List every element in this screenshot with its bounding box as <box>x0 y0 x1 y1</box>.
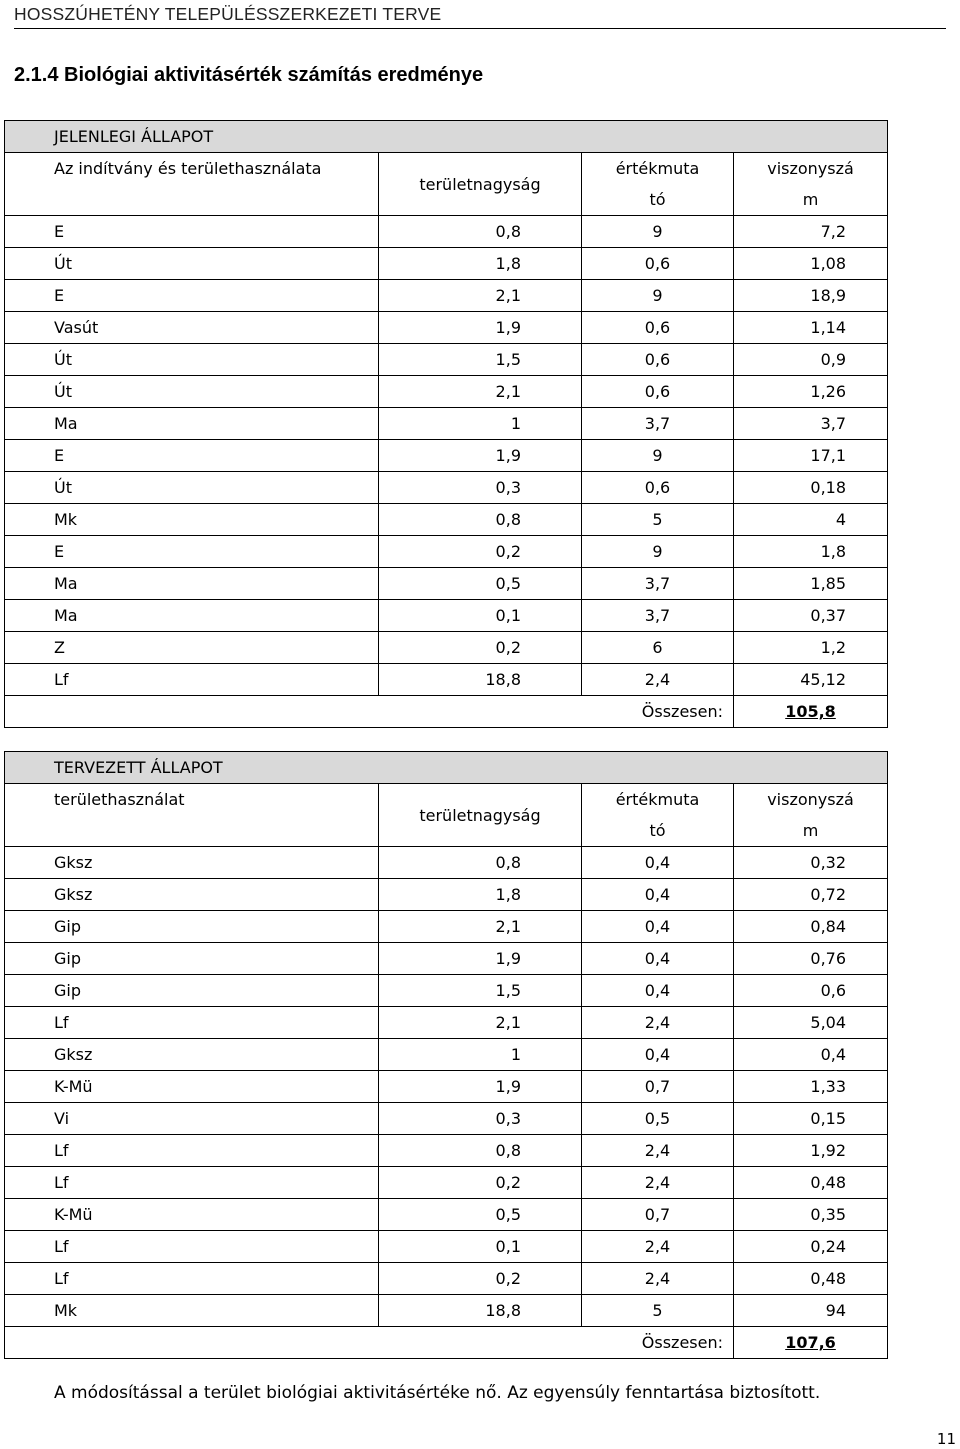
table-row <box>5 975 888 1007</box>
column-header-ratio-line2: m <box>802 821 819 840</box>
column-header-ratio-line1: viszonyszá <box>767 790 854 809</box>
column-header-row <box>5 153 888 216</box>
cell-ratio: 0,32 <box>734 847 888 879</box>
cell-value: 0,7 <box>582 1071 734 1103</box>
cell-landuse: Lf <box>5 1135 379 1167</box>
cell-area: 0,8 <box>379 504 582 536</box>
cell-landuse: Út <box>5 344 379 376</box>
cell-landuse: Mk <box>5 504 379 536</box>
cell-ratio: 0,15 <box>734 1103 888 1135</box>
cell-ratio: 0,72 <box>734 879 888 911</box>
cell-ratio: 0,35 <box>734 1199 888 1231</box>
table-title: JELENLEGI ÁLLAPOT <box>5 121 888 153</box>
table-row <box>5 911 888 943</box>
cell-landuse: Lf <box>5 1231 379 1263</box>
cell-area: 0,2 <box>379 1263 582 1295</box>
cell-landuse: Gksz <box>5 1039 379 1071</box>
table-row <box>5 344 888 376</box>
cell-ratio: 17,1 <box>734 440 888 472</box>
cell-ratio: 5,04 <box>734 1007 888 1039</box>
table-title-row <box>5 121 888 153</box>
cell-ratio: 1,2 <box>734 632 888 664</box>
cell-landuse: K-Mü <box>5 1071 379 1103</box>
cell-landuse: E <box>5 216 379 248</box>
cell-landuse: K-Mü <box>5 1199 379 1231</box>
column-header-value-line1: értékmuta <box>615 159 700 178</box>
cell-area: 1 <box>379 1039 582 1071</box>
cell-landuse: Lf <box>5 1263 379 1295</box>
cell-ratio: 94 <box>734 1295 888 1327</box>
cell-ratio: 0,24 <box>734 1231 888 1263</box>
cell-ratio: 1,8 <box>734 536 888 568</box>
cell-area: 0,5 <box>379 568 582 600</box>
column-header-value-line1: értékmuta <box>615 790 700 809</box>
cell-value: 9 <box>582 216 734 248</box>
conclusion-text: A módosítással a terület biológiai aktivitásértéke nő. Az egyensúly fenntartása biztosított. <box>54 1383 821 1403</box>
cell-ratio: 1,14 <box>734 312 888 344</box>
cell-ratio: 7,2 <box>734 216 888 248</box>
column-header-row <box>5 784 888 847</box>
cell-area: 0,1 <box>379 600 582 632</box>
cell-area: 2,1 <box>379 1007 582 1039</box>
cell-ratio: 0,76 <box>734 943 888 975</box>
table-row <box>5 408 888 440</box>
cell-landuse: Ma <box>5 568 379 600</box>
column-header-area: területnagyság <box>379 153 582 216</box>
cell-area: 1,9 <box>379 1071 582 1103</box>
current-state-table <box>4 120 888 728</box>
total-value-cell <box>734 1327 888 1359</box>
cell-landuse: E <box>5 280 379 312</box>
cell-area: 2,1 <box>379 911 582 943</box>
total-label: Összesen: <box>582 696 734 728</box>
cell-ratio: 1,85 <box>734 568 888 600</box>
cell-value: 2,4 <box>582 1263 734 1295</box>
cell-ratio: 4 <box>734 504 888 536</box>
column-header-ratio <box>734 153 888 216</box>
cell-value: 2,4 <box>582 664 734 696</box>
cell-value: 0,6 <box>582 312 734 344</box>
cell-value: 0,7 <box>582 1199 734 1231</box>
cell-ratio: 0,37 <box>734 600 888 632</box>
cell-area: 1,9 <box>379 943 582 975</box>
table-row <box>5 1039 888 1071</box>
cell-value: 0,4 <box>582 847 734 879</box>
document-header: HOSSZÚHETÉNY TELEPÜLÉSSZERKEZETI TERVE <box>14 4 442 24</box>
cell-area: 1,9 <box>379 440 582 472</box>
cell-value: 5 <box>582 1295 734 1327</box>
table-row <box>5 879 888 911</box>
cell-value: 0,4 <box>582 943 734 975</box>
table-row <box>5 472 888 504</box>
table-row <box>5 1199 888 1231</box>
cell-area: 2,1 <box>379 280 582 312</box>
cell-landuse: Ma <box>5 408 379 440</box>
cell-landuse: Ma <box>5 600 379 632</box>
cell-value: 0,6 <box>582 248 734 280</box>
cell-area: 0,8 <box>379 216 582 248</box>
cell-ratio: 1,08 <box>734 248 888 280</box>
table-row <box>5 1263 888 1295</box>
cell-value: 0,6 <box>582 472 734 504</box>
cell-landuse: Út <box>5 376 379 408</box>
cell-landuse: Út <box>5 472 379 504</box>
cell-value: 2,4 <box>582 1135 734 1167</box>
table-title-row <box>5 752 888 784</box>
cell-value: 9 <box>582 536 734 568</box>
total-value: 105,8 <box>785 702 836 721</box>
planned-state-table <box>4 751 888 1359</box>
header-divider <box>14 28 946 29</box>
table-row <box>5 1167 888 1199</box>
cell-ratio: 3,7 <box>734 408 888 440</box>
cell-ratio: 1,33 <box>734 1071 888 1103</box>
cell-landuse: Vi <box>5 1103 379 1135</box>
cell-ratio: 0,9 <box>734 344 888 376</box>
table-row <box>5 943 888 975</box>
total-row <box>5 1327 888 1359</box>
table-row <box>5 280 888 312</box>
cell-value: 2,4 <box>582 1007 734 1039</box>
cell-area: 0,2 <box>379 632 582 664</box>
cell-landuse: Út <box>5 248 379 280</box>
cell-area: 0,3 <box>379 472 582 504</box>
cell-area: 0,5 <box>379 1199 582 1231</box>
cell-area: 1,8 <box>379 879 582 911</box>
total-value: 107,6 <box>785 1333 836 1352</box>
cell-value: 0,5 <box>582 1103 734 1135</box>
cell-value: 2,4 <box>582 1167 734 1199</box>
table-row <box>5 632 888 664</box>
cell-value: 6 <box>582 632 734 664</box>
cell-ratio: 0,6 <box>734 975 888 1007</box>
total-blank-cell <box>5 696 582 728</box>
cell-area: 1,5 <box>379 975 582 1007</box>
table-row <box>5 440 888 472</box>
column-header-area: területnagyság <box>379 784 582 847</box>
table-row <box>5 312 888 344</box>
cell-area: 0,8 <box>379 847 582 879</box>
table-row <box>5 248 888 280</box>
cell-value: 0,4 <box>582 975 734 1007</box>
cell-landuse: Lf <box>5 664 379 696</box>
total-blank-cell <box>5 1327 582 1359</box>
cell-ratio: 0,18 <box>734 472 888 504</box>
column-header-value <box>582 153 734 216</box>
table-row <box>5 600 888 632</box>
table-row <box>5 1071 888 1103</box>
cell-area: 0,2 <box>379 536 582 568</box>
total-label: Összesen: <box>582 1327 734 1359</box>
cell-landuse: Lf <box>5 1167 379 1199</box>
cell-ratio: 1,26 <box>734 376 888 408</box>
cell-value: 0,4 <box>582 879 734 911</box>
cell-landuse: Gip <box>5 943 379 975</box>
cell-value: 0,6 <box>582 344 734 376</box>
cell-value: 3,7 <box>582 568 734 600</box>
table-row <box>5 1135 888 1167</box>
column-header-value-line2: tó <box>649 821 666 840</box>
cell-landuse: E <box>5 440 379 472</box>
cell-landuse: Mk <box>5 1295 379 1327</box>
cell-area: 2,1 <box>379 376 582 408</box>
cell-value: 3,7 <box>582 408 734 440</box>
table-row <box>5 1103 888 1135</box>
cell-landuse: E <box>5 536 379 568</box>
cell-value: 5 <box>582 504 734 536</box>
column-header-landuse: területhasználat <box>5 784 379 847</box>
cell-area: 0,1 <box>379 1231 582 1263</box>
cell-landuse: Gksz <box>5 879 379 911</box>
cell-landuse: Z <box>5 632 379 664</box>
table-row <box>5 1231 888 1263</box>
cell-value: 0,4 <box>582 911 734 943</box>
table-row <box>5 1007 888 1039</box>
table-row <box>5 847 888 879</box>
cell-ratio: 45,12 <box>734 664 888 696</box>
cell-ratio: 0,4 <box>734 1039 888 1071</box>
cell-landuse: Gip <box>5 975 379 1007</box>
column-header-value-line2: tó <box>649 190 666 209</box>
cell-landuse: Vasút <box>5 312 379 344</box>
cell-value: 0,6 <box>582 376 734 408</box>
total-value-cell <box>734 696 888 728</box>
page-number: 11 <box>936 1430 956 1448</box>
cell-area: 1 <box>379 408 582 440</box>
cell-ratio: 0,48 <box>734 1263 888 1295</box>
column-header-ratio-line1: viszonyszá <box>767 159 854 178</box>
cell-area: 1,5 <box>379 344 582 376</box>
cell-landuse: Gip <box>5 911 379 943</box>
table-row <box>5 1295 888 1327</box>
cell-ratio: 1,92 <box>734 1135 888 1167</box>
cell-ratio: 0,84 <box>734 911 888 943</box>
table-title: TERVEZETT ÁLLAPOT <box>5 752 888 784</box>
cell-landuse: Lf <box>5 1007 379 1039</box>
cell-area: 0,3 <box>379 1103 582 1135</box>
table-row <box>5 216 888 248</box>
table-row <box>5 664 888 696</box>
column-header-value <box>582 784 734 847</box>
section-title: 2.1.4 Biológiai aktivitásérték számítás eredménye <box>14 64 484 86</box>
cell-ratio: 18,9 <box>734 280 888 312</box>
cell-value: 0,4 <box>582 1039 734 1071</box>
column-header-ratio <box>734 784 888 847</box>
cell-value: 9 <box>582 280 734 312</box>
cell-value: 2,4 <box>582 1231 734 1263</box>
column-header-ratio-line2: m <box>802 190 819 209</box>
cell-area: 0,8 <box>379 1135 582 1167</box>
column-header-landuse: Az indítvány és területhasználata <box>5 153 379 216</box>
cell-area: 18,8 <box>379 664 582 696</box>
table-row <box>5 376 888 408</box>
table-row <box>5 536 888 568</box>
cell-area: 0,2 <box>379 1167 582 1199</box>
cell-landuse: Gksz <box>5 847 379 879</box>
total-row <box>5 696 888 728</box>
cell-area: 1,9 <box>379 312 582 344</box>
table-row <box>5 504 888 536</box>
cell-area: 18,8 <box>379 1295 582 1327</box>
cell-ratio: 0,48 <box>734 1167 888 1199</box>
cell-value: 9 <box>582 440 734 472</box>
table-row <box>5 568 888 600</box>
cell-area: 1,8 <box>379 248 582 280</box>
cell-value: 3,7 <box>582 600 734 632</box>
